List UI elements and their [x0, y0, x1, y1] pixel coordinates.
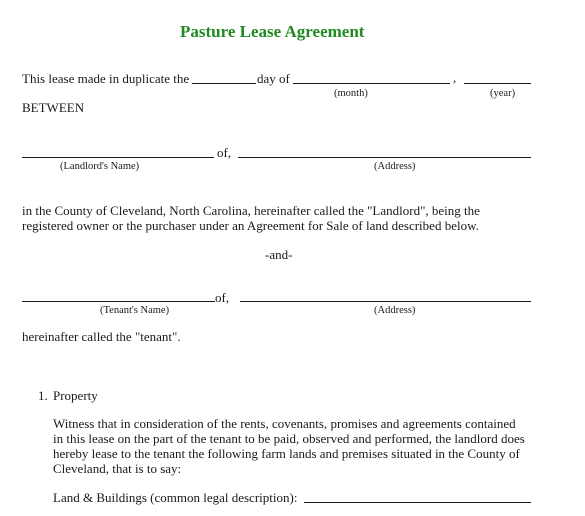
property-text-line-4: Cleveland, that is to say:: [53, 461, 182, 476]
tenant-called-text: hereinafter called the "tenant".: [22, 329, 181, 344]
property-text-line-3: hereby lease to the tenant the following farm lands and premises situated in the County of: [53, 446, 520, 461]
section-heading: Property: [53, 388, 98, 403]
day-blank[interactable]: [192, 83, 256, 84]
land-buildings-label: Land & Buildings (common legal description):: [53, 490, 298, 505]
month-blank[interactable]: [293, 83, 450, 84]
landlord-of-text: of,: [217, 145, 232, 160]
landlord-name-caption: (Landlord's Name): [60, 161, 140, 172]
property-text-line-2: in this lease on the part of the tenant to be paid, observed and performed, the landlord does: [53, 431, 525, 446]
day-of-text: day of: [257, 71, 290, 86]
lease-intro-text: This lease made in duplicate the: [22, 71, 190, 86]
property-text-line-1: Witness that in consideration of the rents, covenants, promises and agreements contained: [53, 416, 516, 431]
between-text: BETWEEN: [22, 100, 85, 115]
landlord-address-blank[interactable]: [238, 157, 531, 158]
date-comma: ,: [453, 70, 457, 85]
month-caption: (month): [334, 88, 368, 99]
county-text-line-1: in the County of Cleveland, North Carolina, hereinafter called the "Landlord", being the: [22, 203, 480, 218]
tenant-address-caption: (Address): [374, 305, 416, 316]
tenant-name-caption: (Tenant's Name): [100, 305, 170, 316]
landlord-name-blank[interactable]: [22, 157, 214, 158]
and-separator: -and-: [265, 247, 293, 262]
tenant-name-blank[interactable]: [22, 301, 215, 302]
year-blank[interactable]: [464, 83, 531, 84]
land-description-blank[interactable]: [304, 502, 531, 503]
year-caption: (year): [490, 88, 516, 99]
document-title: Pasture Lease Agreement: [180, 22, 365, 41]
tenant-address-blank[interactable]: [240, 301, 531, 302]
section-number: 1.: [38, 388, 48, 403]
tenant-of-text: of,: [215, 290, 230, 305]
county-text-line-2: registered owner or the purchaser under an Agreement for Sale of land described below.: [22, 218, 479, 233]
landlord-address-caption: (Address): [374, 161, 416, 172]
